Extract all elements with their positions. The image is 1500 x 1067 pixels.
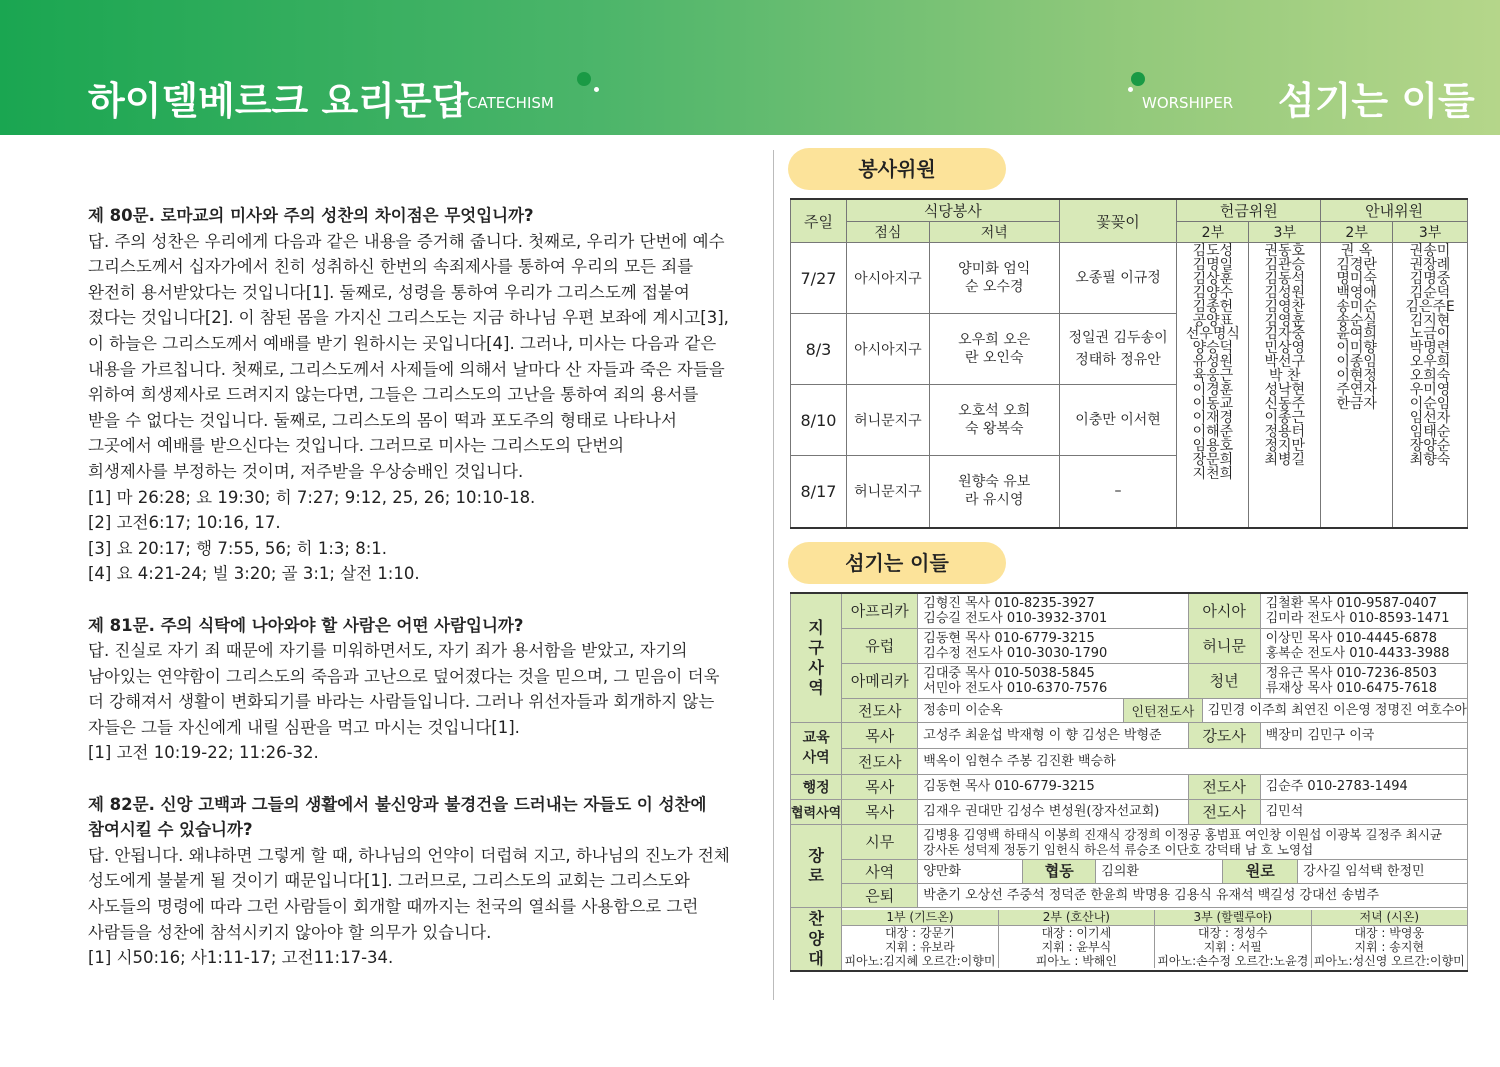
admin-pastor-label: 목사 <box>842 774 918 799</box>
col-gd3: 3부 <box>1393 222 1468 243</box>
service-lunch: 아시아지구 <box>846 243 929 314</box>
text-line: 내용을 가르칩니다. 첫째로, 그리스도께서 사제들에 의해서 날마다 산 자들과 죽은 자들을 <box>88 359 725 379</box>
honeymoon-value: 이상민 목사 010-4445-6878 홍복순 전도사 010-4433-3988 <box>1260 628 1467 663</box>
workers-title: 섬기는 이들 <box>788 542 1006 584</box>
text-line: 답. 진실로 자기 죄 때문에 자기를 미워하면서도, 자기 죄가 용서함을 받았고, 자기의 <box>88 641 688 661</box>
service-day: 8/10 <box>791 385 847 456</box>
dot-icon <box>577 72 591 86</box>
retired-value: 박춘기 오상선 주중석 정덕준 한윤희 박명용 김용식 유재석 백길성 강대선 송범주 <box>918 883 1468 907</box>
asia-label: 아시아 <box>1188 593 1260 628</box>
service-title: 봉사위원 <box>788 148 1006 190</box>
service-day: 8/3 <box>791 314 847 385</box>
text-line: 사도들의 명령에 따라 그런 사람들이 회개할 때까지는 천국의 열쇠를 사용함으로 그런 <box>88 897 699 917</box>
text-line: 사람들을 성찬에 참석시키지 않아야 할 의무가 있습니다. <box>88 922 492 942</box>
dot-icon <box>1128 87 1133 92</box>
text-line: 희생제사를 부정하는 것이며, 저주받을 우상숭배인 것입니다. <box>88 461 524 481</box>
lecturer-label: 강도사 <box>1188 722 1260 748</box>
choir-column: 1부 (기드온) 대장 : 강문기 지휘 : 유보라 피아노:김지혜 오르간:이향미 <box>842 910 997 968</box>
service-flower: 오종필 이규정 <box>1059 243 1177 314</box>
dot-icon <box>594 87 599 92</box>
evangelist-value: 정송미 이순옥 <box>918 698 1124 722</box>
coop-pastor-value: 김재우 권대만 김성수 변성원(장자선교회) <box>918 799 1188 824</box>
service-flower: 이충만 이서현 <box>1059 385 1177 456</box>
america-label: 아메리카 <box>842 663 918 698</box>
serving-label: 시무 <box>842 824 918 859</box>
assoc-row <box>918 859 1468 883</box>
service-lunch: 허니문지구 <box>846 385 929 456</box>
choir-label: 찬 양 대 <box>791 907 842 971</box>
lecturer-value: 백장미 김민구 이국 <box>1260 722 1467 748</box>
text-line: 더 강해져서 생활이 변화되기를 바라는 사람들입니다. 그러나 위선자들과 회개하지 않는 <box>88 692 715 712</box>
coop-evang-label: 전도사 <box>1188 799 1260 824</box>
text-line: 답. 안됩니다. 왜냐하면 그렇게 할 때, 하나님의 언약이 더럽혀 지고, 하나님의 진노가 전체 <box>88 845 730 865</box>
text-line: 답. 주의 성찬은 우리에게 다음과 같은 내용을 증거해 줍니다. 첫째로, 우리가 단번에 예수 <box>88 231 725 251</box>
text-line <box>88 587 738 613</box>
worshiper-title: 섬기는 이들 <box>1278 79 1475 123</box>
asia-value: 김철환 목사 010-9587-0407 김미라 전도사 010-8593-1471 <box>1260 593 1467 628</box>
elder-label: 장 로 <box>791 824 842 907</box>
admin-label: 행정 <box>791 774 842 799</box>
col-lunch: 점심 <box>846 222 929 243</box>
col-flower: 꽃꽂이 <box>1059 199 1177 243</box>
youth-value: 정유근 목사 010-7236-8503 류재상 목사 010-6475-7618 <box>1260 663 1467 698</box>
text-line: 이 하늘은 그리스도께서 예배를 받기 원하시는 곳입니다[4]. 그러나, 미사는 다음과 같은 <box>88 333 717 353</box>
retired-label: 은퇴 <box>842 883 918 907</box>
serving-value: 김병용 김영백 하태식 이봉희 진재식 강정희 이정공 홍범표 여인창 이원섭 이광복 길정주 최시균 강사돈 성덕제 정동기 임헌식 하은석 류승조 이단호 강덕태 남 호 노영섭 <box>918 824 1468 859</box>
edu-evangelist-value: 백옥이 임현수 주봉 김진환 백승하 <box>918 748 1468 774</box>
europe-value: 김동현 목사 010-6779-3215 김수정 전도사 010-3030-1790 <box>918 628 1188 663</box>
header-banner <box>0 0 1500 135</box>
question-line: 제 81문. 주의 식탁에 나아와야 할 사람은 어떤 사람입니까? <box>88 615 524 635</box>
honor-label: 원로 <box>1222 860 1298 883</box>
text-line <box>88 766 738 792</box>
text-line: [3] 요 20:17; 행 7:55, 56; 히 1:3; 8:1. <box>88 538 388 558</box>
edu-label: 교육 사역 <box>791 722 842 774</box>
service-flower: 정일권 김두송이 정태하 정유안 <box>1059 314 1177 385</box>
text-line: 그곳에서 예배를 받으신다는 것입니다. 그러므로 미사는 그리스도의 단번의 <box>88 436 625 456</box>
col-offering: 헌금위원 <box>1177 199 1321 222</box>
question-line: 제 80문. 로마교의 미사와 주의 성찬의 차이점은 무엇입니까? <box>88 206 534 225</box>
col-meal: 식당봉사 <box>846 199 1059 222</box>
evangelist-label: 전도사 <box>842 698 918 722</box>
intern-value: 김민경 이주희 최연진 이은영 정명진 여호수아 <box>1202 698 1467 722</box>
name-list-off2: 김도성 김명일 김상훈 김양수 김종헌 공양표 선우명식 양승덕 유성원 육웅근 이경훈 이동교 이재경 이해준 임용호 장문희 지천희 <box>1177 243 1249 528</box>
col-day: 주일 <box>791 199 847 243</box>
choir-column: 2부 (호산나) 대장 : 이기세 지휘 : 윤부식 피아노 : 박해인 <box>998 910 1154 968</box>
edu-pastor-value: 고성주 최윤섭 박재형 이 향 김성은 박형준 <box>918 722 1188 748</box>
service-row <box>791 243 1468 314</box>
col-gd2: 2부 <box>1321 222 1393 243</box>
service-lunch: 허니문지구 <box>846 456 929 528</box>
dot-icon <box>1131 72 1145 86</box>
africa-label: 아프리카 <box>842 593 918 628</box>
col-off3: 3부 <box>1249 222 1321 243</box>
col-dinner: 저녁 <box>929 222 1059 243</box>
workers-table <box>790 592 1468 972</box>
admin-evang-label: 전도사 <box>1188 774 1260 799</box>
text-line: 남아있는 연약함이 그리스도의 죽음과 고난으로 덮어졌다는 것을 믿으며, 그 믿음이 더욱 <box>88 666 720 686</box>
coop2-value: 김의환 <box>1101 863 1139 879</box>
service-dinner: 원향숙 유보라 유시영 <box>929 456 1059 528</box>
text-line: 성도에게 불붙게 될 것이기 때문입니다[1]. 그러므로, 그리스도의 교회는 그리스도와 <box>88 871 690 891</box>
district-label: 지 구 사 역 <box>791 593 842 722</box>
admin-pastor-value: 김동현 목사 010-6779-3215 <box>918 774 1188 799</box>
service-dinner: 오우희 오은란 오인숙 <box>929 314 1059 385</box>
america-value: 김대중 목사 010-5038-5845 서민아 전도사 010-6370-7576 <box>918 663 1188 698</box>
catechism-sub: CATECHISM <box>467 94 554 112</box>
assoc-value: 양만화 <box>923 863 961 879</box>
text-line: [1] 시50:16; 사1:11-17; 고전11:17-34. <box>88 948 394 968</box>
honeymoon-label: 허니문 <box>1188 628 1260 663</box>
name-list-gd2: 권 옥 김경란 명미숙 백영애 송미순 송순실 윤여희 이미향 이종임 이현정 주연자 한금자 <box>1321 243 1393 528</box>
text-line: 위하여 희생제사로 드려지지 않는다면, 그들은 그리스도의 고난을 통하여 죄의 용서를 <box>88 385 699 405</box>
text-line: [1] 고전 10:19-22; 11:26-32. <box>88 743 319 763</box>
divider <box>773 150 774 1000</box>
text-line: 완전히 용서받았다는 것입니다[1]. 둘째로, 성령을 통하여 우리가 그리스도께 접붙여 <box>88 282 690 302</box>
choir-row <box>842 907 1468 971</box>
name-list-off3: 권동호 김관승 김동석 김성원 김영찬 김영훈 김자중 민상영 박선구 박 찬 성낙현 신동주 이종근 정용터 정지만 최병길 <box>1249 243 1321 528</box>
catechism-title: 하이델베르크 요리문답 <box>88 79 469 123</box>
text-line: 받을 수 없다는 것입니다. 둘째로, 그리스도의 몸이 떡과 포도주의 형태로 나타나서 <box>88 410 677 430</box>
assoc-label: 사역 <box>842 859 918 883</box>
text-line: [4] 요 4:21-24; 빌 3:20; 골 3:1; 살전 1:10. <box>88 564 420 584</box>
col-guide: 안내위원 <box>1321 199 1468 222</box>
text-line: 그리스도께서 십자가에서 친히 성취하신 한번의 속죄제사를 통하여 우리의 모든 죄를 <box>88 257 694 277</box>
worshiper-sub: WORSHIPER <box>1142 94 1234 112</box>
europe-label: 유럽 <box>842 628 918 663</box>
text-line: 자들은 그들 자신에게 내릴 심판을 먹고 마시는 것입니다[1]. <box>88 717 520 737</box>
choir-column: 저녁 (시온) 대장 : 박영웅 지휘 : 송지현 피아노:성신영 오르간:이향미 <box>1311 910 1467 968</box>
admin-evang-value: 김순주 010-2783-1494 <box>1260 774 1467 799</box>
service-flower: – <box>1059 456 1177 528</box>
youth-label: 청년 <box>1188 663 1260 698</box>
service-day: 7/27 <box>791 243 847 314</box>
coop2-label: 협동 <box>1022 860 1096 883</box>
service-dinner: 양미화 엄익순 오수경 <box>929 243 1059 314</box>
service-day: 8/17 <box>791 456 847 528</box>
service-table <box>790 198 1468 529</box>
text-line: [2] 고전6:17; 10:16, 17. <box>88 513 281 533</box>
edu-evangelist-label: 전도사 <box>842 748 918 774</box>
text-line: 졌다는 것입니다[2]. 이 참된 몸을 가지신 그리스도는 지금 하나님 우편 보좌에 계시고[3], <box>88 308 729 328</box>
edu-pastor-label: 목사 <box>842 722 918 748</box>
service-dinner: 오호석 오희숙 왕복숙 <box>929 385 1059 456</box>
service-lunch: 아시아지구 <box>846 314 929 385</box>
intern-label: 인턴전도사 <box>1124 698 1202 722</box>
africa-value: 김형진 목사 010-8235-3927 김승길 전도사 010-3932-3701 <box>918 593 1188 628</box>
text-line: [1] 마 26:28; 요 19:30; 히 7:27; 9:12, 25, 26; 10:10-18. <box>88 487 536 507</box>
coop-label: 협력사역 <box>791 799 842 824</box>
honor-value: 강사길 임석택 한정민 <box>1303 863 1425 879</box>
col-off2: 2부 <box>1177 222 1249 243</box>
coop-evang-value: 김민석 <box>1260 799 1467 824</box>
name-list-gd3: 권송미 권장례 김명중 김순덕 김은주E 김지현 노금이 박명련 오우희 오희숙 우미영 이순임 임선자 임태순 장양순 최향숙 <box>1393 243 1468 528</box>
question-line: 참여시킬 수 있습니까? <box>88 820 253 840</box>
catechism-text <box>88 203 738 971</box>
question-line: 제 82문. 신앙 고백과 그들의 생활에서 불신앙과 불경건을 드러내는 자들도 이 성찬에 <box>88 794 707 814</box>
choir-column: 3부 (할렐루야) 대장 : 정성수 지휘 : 서필 피아노:손수정 오르간:노윤경 <box>1154 910 1310 968</box>
coop-pastor-label: 목사 <box>842 799 918 824</box>
